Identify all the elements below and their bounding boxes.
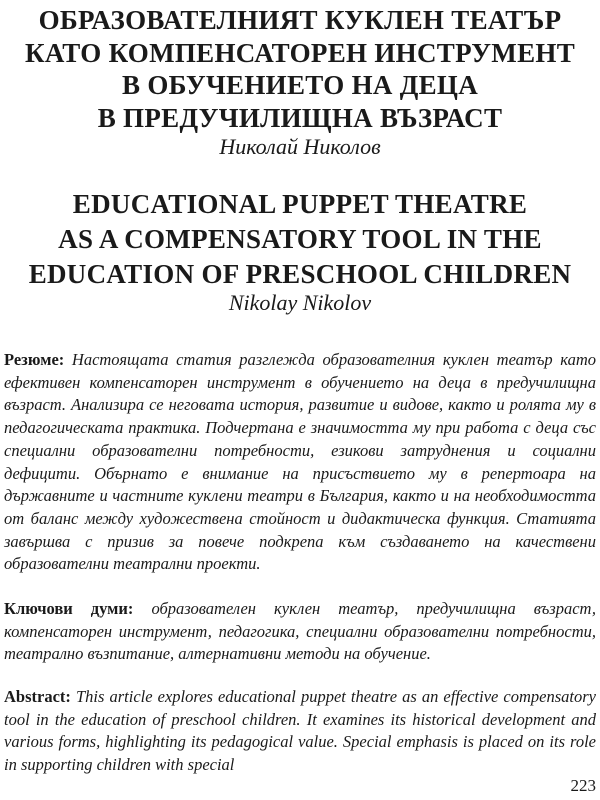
title-bg-line-4: В ПРЕДУЧИЛИЩНА ВЪЗРАСТ: [97, 102, 503, 133]
author-bulgarian: Николай Николов: [219, 134, 381, 159]
title-english: [0, 187, 600, 292]
summary-paragraph: [4, 349, 596, 576]
title-en-line-1: EDUCATIONAL PUPPET THEATRE: [72, 189, 528, 219]
title-bg-line-3: В ОБУЧЕНИЕТО НА ДЕЦА: [121, 70, 479, 100]
page-number: 223: [570, 776, 596, 795]
keywords-label: Ключови думи: [4, 599, 128, 618]
title-en-line-2: AS A COMPENSATORY TOOL IN THE: [58, 224, 542, 254]
keywords-text: образователен куклен театър, предучилищна възраст, компенсаторен инструмент, педагогика, специални образователни потребности, театрално възпитание, алтернативни методи на обучение.: [4, 599, 596, 664]
abstract-paragraph: [4, 686, 596, 777]
summary-separator: :: [58, 350, 72, 369]
title-bg-line-2: КАТО КОМПЕНСАТОРЕН ИНСТРУМЕНТ: [24, 37, 576, 68]
keywords-paragraph: [4, 598, 596, 666]
title-en-line-3: EDUCATION OF PRESCHOOL CHILDREN: [28, 259, 572, 289]
abstract-text: This article explores educational puppet theatre as an effective compensatory tool in the education of preschool children. It examines its historical development and various forms, highlighting its pedagogical value. Special emphasis is placed on its role in supporting children with special: [4, 687, 596, 775]
summary-text: Настоящата статия разглежда образователния куклен театър като ефективен компенсаторен инструмент в обучението на деца в предучилищна възраст. Анализира се неговата история, развитие и видове, както и ролята му в педагогическата практика. Подчертана е значимостта му при работа с деца със специални образователни потребности, езикови затруднения и социални дефицити. Обърнато е внимание на присъствието му в репертоара на държавните и частните куклени театри в България, както и на необходимостта от баланс между художествена стойност и дидактическа функция. Статията завършва с призив за повече подкрепа към създаването на качествени образователни театрални проекти.: [4, 350, 596, 574]
keywords-separator: :: [127, 599, 152, 618]
author-english: Nikolay Nikolov: [228, 290, 372, 315]
abstract-label: Abstract:: [4, 687, 71, 706]
title-bg-line-1: ОБРАЗОВАТЕЛНИЯТ КУКЛЕН ТЕАТЪР: [38, 5, 562, 35]
title-bulgarian: [0, 4, 600, 134]
summary-label: Резюме: [4, 350, 59, 369]
